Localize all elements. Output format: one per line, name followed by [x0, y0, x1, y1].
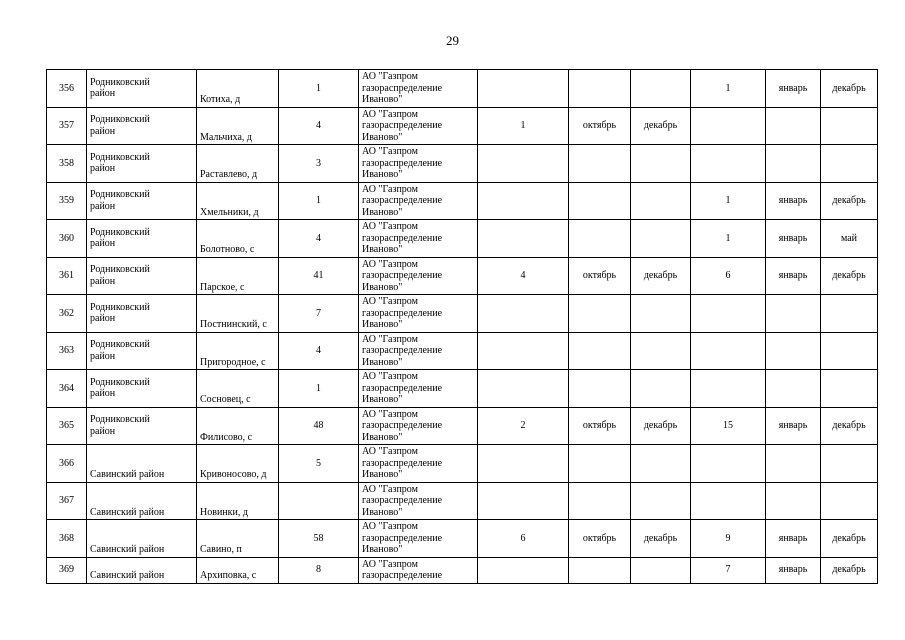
settlement-cell: Хмельники, д — [197, 182, 279, 220]
district-line-2: район — [90, 388, 116, 400]
district-line-2: район — [90, 125, 116, 137]
row-number-cell: 368 — [47, 520, 87, 558]
district-line-1: Родниковский — [90, 301, 150, 313]
period-b-start-month-cell — [766, 370, 821, 408]
count-cell: 4 — [279, 107, 359, 145]
count-cell: 1 — [279, 182, 359, 220]
table-row — [47, 482, 878, 520]
organization-line-1: АО "Газпром — [362, 296, 418, 307]
organization-line-1: АО "Газпром — [362, 183, 418, 195]
table-row — [47, 70, 878, 108]
settlement-cell: Савино, п — [197, 520, 279, 558]
period-b-start-month-cell: январь — [766, 520, 821, 558]
period-a-quantity-cell — [478, 295, 569, 333]
organization-line-1: АО "Газпром — [362, 521, 418, 532]
period-a-quantity-cell — [478, 445, 569, 483]
period-a-start-month-cell — [569, 220, 631, 258]
district-line-1: Родниковский — [90, 189, 150, 201]
district-cell — [87, 145, 197, 183]
organization-cell — [359, 520, 478, 558]
period-a-quantity-cell — [478, 370, 569, 408]
settlement-cell: Постнинский, с — [197, 295, 279, 333]
district-cell — [87, 520, 197, 558]
district-cell — [87, 332, 197, 370]
table-row — [47, 370, 878, 408]
period-a-start-month-cell — [569, 70, 631, 108]
organization-line-2: газораспределение — [362, 307, 443, 319]
gasification-table — [46, 69, 878, 584]
period-a-start-month-cell: октябрь — [569, 520, 631, 558]
period-b-quantity-cell: 15 — [691, 407, 766, 445]
district-cell — [87, 182, 197, 220]
period-b-end-month-cell — [821, 482, 878, 520]
organization-cell — [359, 332, 478, 370]
period-a-start-month-cell — [569, 482, 631, 520]
organization-line-3: Иваново" — [362, 506, 403, 518]
row-number-cell: 366 — [47, 445, 87, 483]
district-cell — [87, 220, 197, 258]
settlement-cell: Филисово, с — [197, 407, 279, 445]
organization-line-1: АО "Газпром — [362, 558, 418, 570]
count-cell: 1 — [279, 370, 359, 408]
row-number-cell: 360 — [47, 220, 87, 258]
settlement-cell: Котиха, д — [197, 70, 279, 108]
organization-cell — [359, 482, 478, 520]
row-number-cell: 361 — [47, 257, 87, 295]
organization-cell — [359, 407, 478, 445]
organization-line-2: газораспределение — [362, 82, 443, 94]
period-a-end-month-cell — [631, 145, 691, 183]
table-row — [47, 407, 878, 445]
period-b-quantity-cell: 1 — [691, 182, 766, 220]
count-cell: 48 — [279, 407, 359, 445]
period-a-quantity-cell: 2 — [478, 407, 569, 445]
period-a-end-month-cell — [631, 370, 691, 408]
table-row — [47, 220, 878, 258]
settlement-cell: Мальчиха, д — [197, 107, 279, 145]
row-number-cell: 362 — [47, 295, 87, 333]
period-b-start-month-cell: январь — [766, 182, 821, 220]
period-a-start-month-cell: октябрь — [569, 407, 631, 445]
period-b-start-month-cell: январь — [766, 257, 821, 295]
organization-line-3: Иваново" — [362, 469, 403, 480]
settlement-cell: Парское, с — [197, 257, 279, 295]
period-b-end-month-cell: май — [821, 220, 878, 258]
period-a-start-month-cell — [569, 370, 631, 408]
row-number-cell: 369 — [47, 557, 87, 583]
organization-cell — [359, 257, 478, 295]
period-b-start-month-cell: январь — [766, 220, 821, 258]
period-a-quantity-cell — [478, 482, 569, 520]
organization-line-2: газораспределение — [362, 232, 443, 244]
district-cell — [87, 482, 197, 520]
table-row — [47, 520, 878, 558]
organization-line-2: газораспределение — [362, 570, 443, 581]
period-a-start-month-cell — [569, 295, 631, 333]
period-a-start-month-cell — [569, 332, 631, 370]
period-a-quantity-cell — [478, 145, 569, 183]
organization-line-2: газораспределение — [362, 382, 443, 394]
organization-line-3: Иваново" — [362, 394, 403, 405]
period-b-start-month-cell — [766, 145, 821, 183]
district-line-2: район — [90, 350, 116, 362]
count-cell: 3 — [279, 145, 359, 183]
period-b-quantity-cell — [691, 145, 766, 183]
organization-line-2: газораспределение — [362, 495, 443, 506]
row-number-cell: 359 — [47, 182, 87, 220]
count-cell: 58 — [279, 520, 359, 558]
district-line-1: Родниковский — [90, 114, 150, 126]
district-line-1: Родниковский — [90, 414, 150, 426]
count-cell: 8 — [279, 557, 359, 583]
organization-line-3: Иваново" — [362, 431, 403, 443]
district-cell — [87, 70, 197, 108]
period-b-quantity-cell: 7 — [691, 557, 766, 583]
period-a-quantity-cell — [478, 220, 569, 258]
period-b-quantity-cell: 6 — [691, 257, 766, 295]
table-row — [47, 295, 878, 333]
period-b-start-month-cell: январь — [766, 407, 821, 445]
district-line-2: район — [90, 313, 116, 325]
organization-line-3: Иваново" — [362, 169, 403, 180]
organization-line-1: АО "Газпром — [362, 333, 418, 345]
count-cell: 4 — [279, 220, 359, 258]
period-a-start-month-cell — [569, 182, 631, 220]
district-line-2: Савинский район — [90, 544, 165, 555]
organization-cell — [359, 557, 478, 583]
period-b-start-month-cell — [766, 107, 821, 145]
count-cell: 7 — [279, 295, 359, 333]
organization-line-3: Иваново" — [362, 544, 403, 555]
row-number-cell: 357 — [47, 107, 87, 145]
period-a-quantity-cell: 6 — [478, 520, 569, 558]
organization-cell — [359, 182, 478, 220]
district-line-1: Родниковский — [90, 76, 150, 88]
organization-line-1: АО "Газпром — [362, 371, 418, 382]
period-b-quantity-cell — [691, 482, 766, 520]
period-b-quantity-cell — [691, 295, 766, 333]
count-cell — [279, 482, 359, 520]
period-b-end-month-cell: декабрь — [821, 557, 878, 583]
settlement-cell: Кривоносово, д — [197, 445, 279, 483]
period-b-end-month-cell — [821, 445, 878, 483]
district-line-2: Савинский район — [90, 469, 165, 480]
period-a-end-month-cell: декабрь — [631, 520, 691, 558]
period-a-quantity-cell: 4 — [478, 257, 569, 295]
period-b-end-month-cell — [821, 332, 878, 370]
district-line-2: район — [90, 275, 116, 287]
organization-cell — [359, 370, 478, 408]
period-a-start-month-cell — [569, 557, 631, 583]
district-line-2: район — [90, 88, 116, 100]
period-b-quantity-cell: 9 — [691, 520, 766, 558]
organization-cell — [359, 220, 478, 258]
organization-line-1: АО "Газпром — [362, 146, 418, 157]
table-row — [47, 557, 878, 583]
organization-line-2: газораспределение — [362, 195, 443, 206]
organization-line-1: АО "Газпром — [362, 71, 418, 82]
period-a-end-month-cell — [631, 295, 691, 333]
period-b-end-month-cell: декабрь — [821, 520, 878, 558]
district-cell — [87, 107, 197, 145]
period-b-start-month-cell: январь — [766, 70, 821, 108]
organization-cell — [359, 145, 478, 183]
period-a-start-month-cell: октябрь — [569, 107, 631, 145]
district-line-2: район — [90, 163, 116, 175]
count-cell: 41 — [279, 257, 359, 295]
period-a-end-month-cell — [631, 445, 691, 483]
organization-cell — [359, 295, 478, 333]
period-b-start-month-cell: январь — [766, 557, 821, 583]
district-cell — [87, 257, 197, 295]
period-a-end-month-cell — [631, 70, 691, 108]
settlement-cell: Пригородное, с — [197, 332, 279, 370]
organization-line-3: Иваново" — [362, 356, 403, 368]
table-body — [47, 70, 878, 584]
organization-line-2: газораспределение — [362, 120, 443, 131]
table-row — [47, 145, 878, 183]
period-b-start-month-cell — [766, 332, 821, 370]
table-row — [47, 182, 878, 220]
organization-line-3: Иваново" — [362, 281, 403, 293]
district-line-2: Савинский район — [90, 570, 165, 581]
organization-line-1: АО "Газпром — [362, 221, 418, 232]
district-line-2: район — [90, 238, 116, 250]
period-a-start-month-cell — [569, 145, 631, 183]
period-a-quantity-cell — [478, 70, 569, 108]
organization-cell — [359, 445, 478, 483]
table-row — [47, 445, 878, 483]
district-cell — [87, 557, 197, 583]
period-a-end-month-cell — [631, 482, 691, 520]
period-b-quantity-cell — [691, 332, 766, 370]
district-line-2: Савинский район — [90, 506, 165, 518]
period-b-end-month-cell — [821, 370, 878, 408]
row-number-cell: 364 — [47, 370, 87, 408]
organization-line-2: газораспределение — [362, 457, 443, 469]
district-cell — [87, 295, 197, 333]
district-line-1: Родниковский — [90, 339, 150, 351]
period-a-end-month-cell: декабрь — [631, 257, 691, 295]
organization-line-1: АО "Газпром — [362, 258, 418, 270]
table-row — [47, 332, 878, 370]
period-a-quantity-cell — [478, 182, 569, 220]
organization-line-3: Иваново" — [362, 319, 403, 330]
organization-line-2: газораспределение — [362, 532, 443, 544]
settlement-cell: Новинки, д — [197, 482, 279, 520]
count-cell: 4 — [279, 332, 359, 370]
row-number-cell: 363 — [47, 332, 87, 370]
organization-line-3: Иваново" — [362, 131, 403, 143]
district-cell — [87, 407, 197, 445]
organization-line-1: АО "Газпром — [362, 483, 418, 495]
period-b-end-month-cell: декабрь — [821, 407, 878, 445]
period-a-start-month-cell — [569, 445, 631, 483]
district-line-2: район — [90, 425, 116, 437]
organization-line-3: Иваново" — [362, 94, 403, 105]
period-a-end-month-cell: декабрь — [631, 407, 691, 445]
period-b-start-month-cell — [766, 295, 821, 333]
organization-line-2: газораспределение — [362, 270, 443, 281]
organization-line-1: АО "Газпром — [362, 446, 418, 457]
period-b-quantity-cell — [691, 107, 766, 145]
organization-line-1: АО "Газпром — [362, 108, 418, 120]
period-b-end-month-cell: декабрь — [821, 70, 878, 108]
district-line-1: Родниковский — [90, 264, 150, 276]
organization-line-3: Иваново" — [362, 244, 403, 255]
organization-line-1: АО "Газпром — [362, 408, 418, 420]
settlement-cell: Раставлево, д — [197, 145, 279, 183]
period-b-quantity-cell: 1 — [691, 220, 766, 258]
period-a-end-month-cell — [631, 557, 691, 583]
settlement-cell: Архиповка, с — [197, 557, 279, 583]
organization-cell — [359, 107, 478, 145]
organization-line-3: Иваново" — [362, 206, 403, 218]
period-a-end-month-cell: декабрь — [631, 107, 691, 145]
organization-line-2: газораспределение — [362, 157, 443, 169]
row-number-cell: 367 — [47, 482, 87, 520]
district-line-1: Родниковский — [90, 151, 150, 163]
table-row — [47, 257, 878, 295]
count-cell: 5 — [279, 445, 359, 483]
period-b-start-month-cell — [766, 482, 821, 520]
page-number: 29 — [446, 33, 459, 48]
period-a-quantity-cell — [478, 557, 569, 583]
row-number-cell: 356 — [47, 70, 87, 108]
settlement-cell: Сосновец, с — [197, 370, 279, 408]
row-number-cell: 358 — [47, 145, 87, 183]
district-cell — [87, 445, 197, 483]
district-cell — [87, 370, 197, 408]
period-b-end-month-cell: декабрь — [821, 257, 878, 295]
period-b-end-month-cell — [821, 295, 878, 333]
period-b-end-month-cell — [821, 107, 878, 145]
period-b-quantity-cell: 1 — [691, 70, 766, 108]
period-a-end-month-cell — [631, 220, 691, 258]
period-a-end-month-cell — [631, 332, 691, 370]
period-b-quantity-cell — [691, 370, 766, 408]
period-a-quantity-cell: 1 — [478, 107, 569, 145]
period-a-quantity-cell — [478, 332, 569, 370]
district-line-1: Родниковский — [90, 376, 150, 388]
organization-line-2: газораспределение — [362, 420, 443, 431]
period-b-end-month-cell: декабрь — [821, 182, 878, 220]
count-cell: 1 — [279, 70, 359, 108]
district-line-1: Родниковский — [90, 226, 150, 238]
organization-cell — [359, 70, 478, 108]
period-b-start-month-cell — [766, 445, 821, 483]
period-b-end-month-cell — [821, 145, 878, 183]
row-number-cell: 365 — [47, 407, 87, 445]
period-b-quantity-cell — [691, 445, 766, 483]
period-a-start-month-cell: октябрь — [569, 257, 631, 295]
period-a-end-month-cell — [631, 182, 691, 220]
table-row — [47, 107, 878, 145]
organization-line-2: газораспределение — [362, 345, 443, 356]
settlement-cell: Болотново, с — [197, 220, 279, 258]
district-line-2: район — [90, 200, 116, 212]
